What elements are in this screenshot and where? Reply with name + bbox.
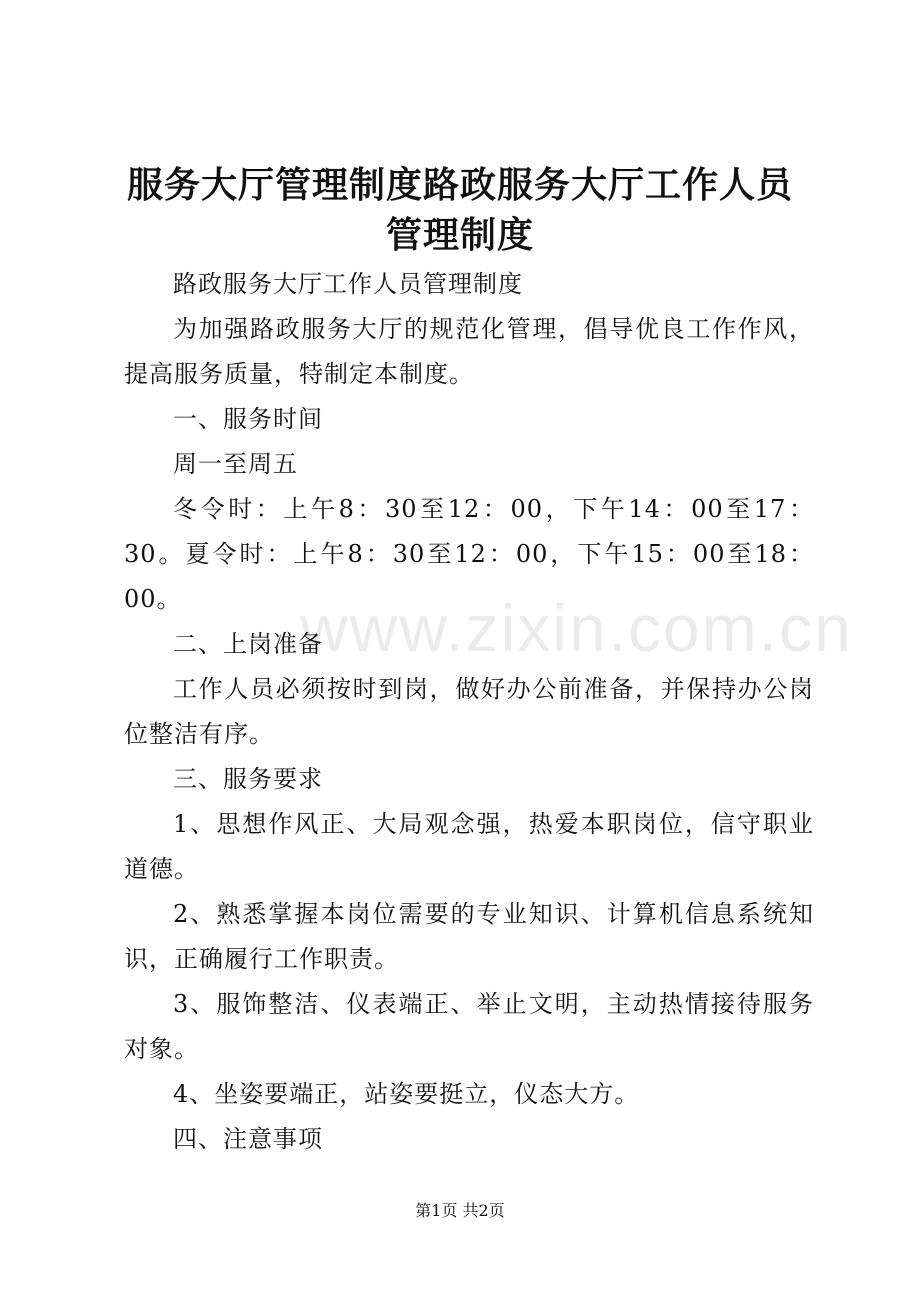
paragraph-weekdays: 周一至周五 bbox=[173, 450, 298, 478]
paragraph-intro: 为加强路政服务大厅的规范化管理，倡导优良工作作风，提高服务质量，特制定本制度。 bbox=[124, 315, 814, 388]
list-item-requirement-1: 1、思想作风正、大局观念强，热爱本职岗位，信守职业道德。 bbox=[124, 810, 814, 883]
section-heading-notes: 四、注意事项 bbox=[173, 1125, 323, 1153]
paragraph-preparation: 工作人员必须按时到岗，做好办公前准备，并保持办公岗位整洁有序。 bbox=[124, 675, 814, 748]
paragraph-subtitle: 路政服务大厅工作人员管理制度 bbox=[173, 270, 523, 298]
watermark: www.zixin.com.cn bbox=[300, 591, 853, 665]
section-heading-service-time: 一、服务时间 bbox=[173, 405, 323, 433]
paragraph-hours: 冬令时：上午8：30至12：00，下午14：00至17：30。夏令时：上午8：30至12：00，下午15：00至18：00。 bbox=[124, 495, 814, 613]
list-item-requirement-2: 2、熟悉掌握本岗位需要的专业知识、计算机信息系统知识，正确履行工作职责。 bbox=[124, 900, 814, 973]
document-body bbox=[124, 262, 814, 1162]
list-item-requirement-3: 3、服饰整洁、仪表端正、举止文明，主动热情接待服务对象。 bbox=[124, 990, 814, 1063]
section-heading-requirements: 三、服务要求 bbox=[173, 765, 323, 793]
page-footer: 第1页 共2页 bbox=[415, 1201, 505, 1220]
document-title: 服务大厅管理制度路政服务大厅工作人员管理制度 bbox=[126, 164, 793, 256]
section-heading-preparation: 二、上岗准备 bbox=[173, 630, 323, 658]
list-item-requirement-4: 4、坐姿要端正，站姿要挺立，仪态大方。 bbox=[173, 1080, 640, 1108]
